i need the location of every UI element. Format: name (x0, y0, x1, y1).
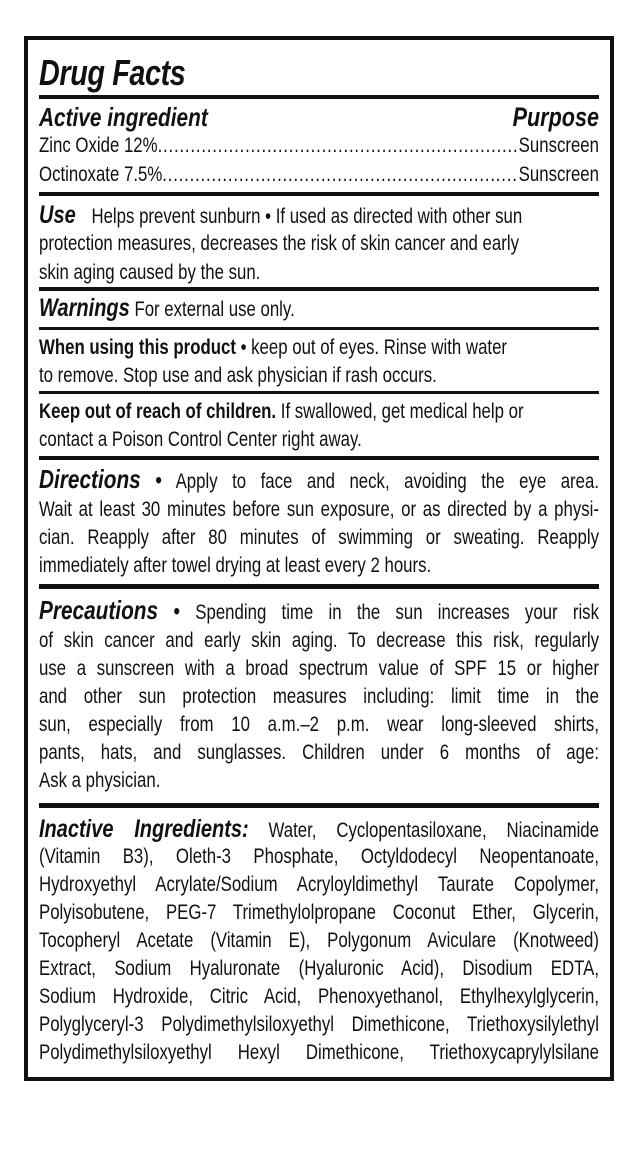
directions-text: cian. Reapply after 80 minutes of swimming or sweating. Reapply (39, 526, 599, 549)
when-using-text: to remove. Stop use and ask physician if rash occurs. (39, 364, 437, 387)
active-ingredient-row (39, 134, 599, 158)
inactive-ingredients-heading: Inactive Ingredients: (39, 815, 249, 843)
use-heading: Use (39, 201, 76, 229)
when-using-text: • keep out of eyes. Rinse with water (240, 336, 508, 359)
divider (39, 95, 599, 99)
active-ingredient-row (39, 163, 599, 187)
divider (39, 192, 599, 196)
leader-dots (162, 163, 518, 187)
directions-text: Wait at least 30 minutes before sun exposure, or as directed by a physi- (39, 498, 599, 521)
keep-out-heading: Keep out of reach of children. (39, 400, 277, 423)
when-using-heading: When using this product (39, 336, 236, 359)
ingredient-name: Zinc Oxide 12% (39, 134, 158, 157)
precautions-text: sun, especially from 10 a.m.–2 p.m. wear long-sleeved shirts, (39, 713, 599, 736)
use-text: protection measures, decreases the risk of skin cancer and early (39, 232, 519, 255)
directions-text: Apply to face and neck, avoiding the eye area. (175, 470, 599, 493)
divider (39, 391, 599, 394)
page-title: Drug Facts (39, 52, 186, 93)
directions-heading: Directions (39, 464, 141, 494)
inactive-text: Tocopheryl Acetate (Vitamin E), Polygonum Aviculare (Knotweed) (39, 929, 599, 952)
warnings-heading: Warnings (39, 294, 130, 322)
precautions-text: use a sunscreen with a broad spectrum value of SPF 15 or higher (39, 657, 599, 680)
use-text: skin aging caused by the sun. (39, 261, 261, 284)
precautions-text: Ask a physician. (39, 769, 161, 792)
keep-out-text: If swallowed, get medical help or (280, 400, 524, 423)
divider (39, 584, 599, 589)
precautions-text: Spending time in the sun increases your risk (195, 601, 599, 624)
inactive-text: Extract, Sodium Hyaluronate (Hyaluronic Acid), Disodium EDTA, (39, 957, 599, 980)
divider (39, 287, 599, 291)
precautions-text: of skin cancer and early skin aging. To decrease this risk, regularly (39, 629, 599, 652)
keep-out-text: contact a Poison Control Center right away. (39, 428, 362, 451)
directions-text: immediately after towel drying at least every 2 hours. (39, 554, 432, 577)
ingredient-purpose: Sunscreen (518, 163, 599, 186)
inactive-text: Water, Cyclopentasiloxane, Niacinamide (268, 819, 599, 842)
precautions-text: pants, hats, and sunglasses. Children under 6 months of age: (39, 741, 599, 764)
divider (39, 803, 599, 808)
inactive-text: Hydroxyethyl Acrylate/Sodium Acryloyldimethyl Taurate Copolymer, (39, 873, 599, 896)
divider (39, 327, 599, 330)
inactive-text: Sodium Hydroxide, Citric Acid, Phenoxyethanol, Ethylhexylglycerin, (39, 985, 599, 1008)
bullet-icon: • (155, 467, 162, 494)
purpose-heading: Purpose (512, 102, 599, 132)
active-ingredient-heading: Active ingredient (39, 102, 208, 132)
inactive-text: Polyglyceryl-3 Polydimethylsiloxyethyl Dimethicone, Triethoxysilylethyl (39, 1013, 599, 1036)
inactive-text: Polydimethylsiloxyethyl Hexyl Dimethicone, Triethoxycaprylylsilane (39, 1041, 599, 1064)
inactive-text: Polyisobutene, PEG-7 Trimethylolpropane Coconut Ether, Glycerin, (39, 901, 599, 924)
drug-facts-panel (24, 36, 614, 1081)
bullet-icon: • (173, 598, 181, 625)
divider (39, 456, 599, 460)
ingredient-purpose: Sunscreen (518, 134, 599, 157)
ingredient-name: Octinoxate 7.5% (39, 163, 163, 186)
precautions-text: and other sun protection measures including: limit time in the (39, 685, 599, 708)
inactive-text: (Vitamin B3), Oleth-3 Phosphate, Octyldodecyl Neopentanoate, (39, 845, 599, 868)
warnings-text: For external use only. (134, 298, 295, 321)
leader-dots (158, 134, 519, 158)
use-text: Helps prevent sunburn • If used as directed with other sun (91, 205, 523, 228)
precautions-heading: Precautions (39, 595, 159, 625)
